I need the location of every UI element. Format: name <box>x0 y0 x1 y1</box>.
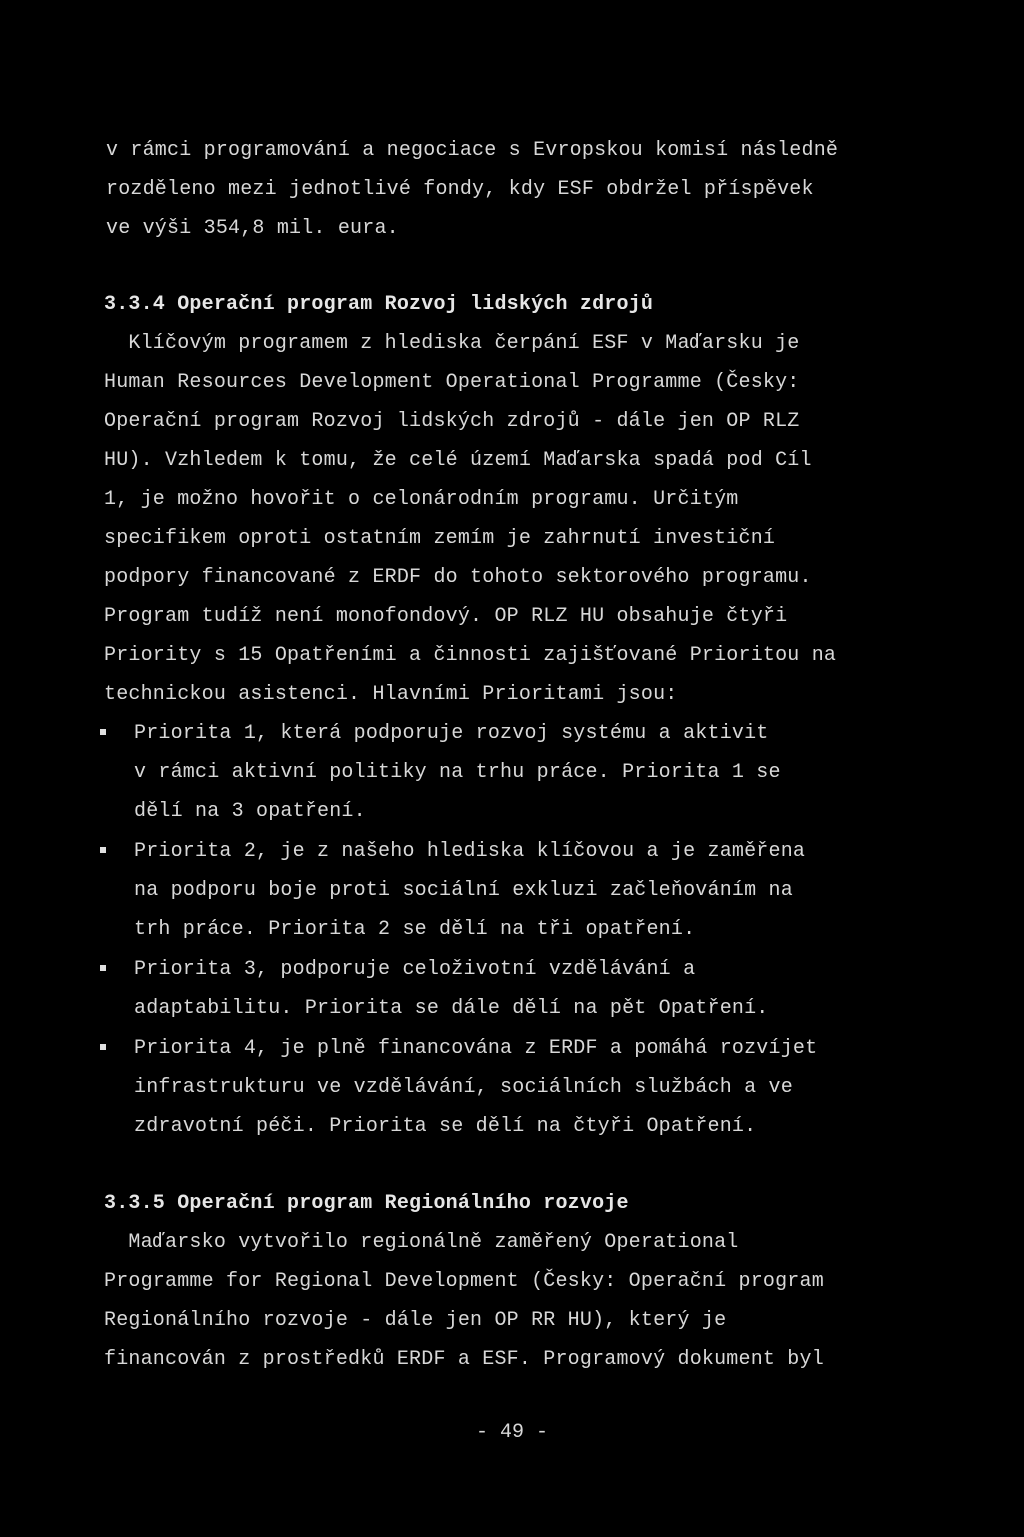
text-line: podpory financované z ERDF do tohoto sektorového programu. <box>104 566 812 589</box>
bullet-square-icon <box>100 965 106 971</box>
text-line: specifikem oproti ostatním zemím je zahrnutí investiční <box>104 527 776 550</box>
text-line: HU). Vzhledem k tomu, že celé území Maďarska spadá pod Cíl <box>104 449 812 472</box>
text-line: na podporu boje proti sociální exkluzi začleňováním na <box>134 879 793 902</box>
text-line: rozděleno mezi jednotlivé fondy, kdy ESF obdržel příspěvek <box>106 178 814 201</box>
text-line: ve výši 354,8 mil. eura. <box>106 217 399 240</box>
text-line: financován z prostředků ERDF a ESF. Programový dokument byl <box>104 1348 824 1371</box>
text-line: trh práce. Priorita 2 se dělí na tři opatření. <box>134 918 696 941</box>
bullet-text <box>134 832 805 949</box>
text-line: Regionálního rozvoje - dále jen OP RR HU), který je <box>104 1309 727 1332</box>
text-line: Priorita 4, je plně financována z ERDF a pomáhá rozvíjet <box>134 1037 818 1060</box>
section-334 <box>104 285 836 714</box>
text-line: Priorita 1, která podporuje rozvoj systému a aktivit <box>134 722 769 745</box>
bullet-square-icon <box>100 729 106 735</box>
bullet-text <box>134 1029 817 1146</box>
text-line: v rámci aktivní politiky na trhu práce. Priorita 1 se <box>134 761 781 784</box>
bullet-square-icon <box>100 1044 106 1050</box>
bullet-text <box>134 950 769 1028</box>
text-line: adaptabilitu. Priorita se dále dělí na pět Opatření. <box>134 997 769 1020</box>
text-line: v rámci programování a negociace s Evropskou komisí následně <box>106 139 839 162</box>
section-heading: 3.3.4 Operační program Rozvoj lidských zdrojů <box>104 293 654 316</box>
text-line: zdravotní péči. Priorita se dělí na čtyři Opatření. <box>134 1115 757 1138</box>
text-line: Klíčovým programem z hlediska čerpání ESF v Maďarsku je <box>104 332 800 355</box>
text-line: infrastrukturu ve vzdělávání, sociálních službách a ve <box>134 1076 793 1099</box>
text-line: Program tudíž není monofondový. OP RLZ HU obsahuje čtyři <box>104 605 788 628</box>
text-line: dělí na 3 opatření. <box>134 800 366 823</box>
section-heading: 3.3.5 Operační program Regionálního rozvoje <box>104 1192 629 1215</box>
text-line: Human Resources Development Operational Programme (Česky: <box>104 371 800 394</box>
text-line: Priorita 2, je z našeho hlediska klíčovou a je zaměřena <box>134 840 806 863</box>
text-line: Priority s 15 Opatřeními a činnosti zajišťované Prioritou na <box>104 644 837 667</box>
text-line: Operační program Rozvoj lidských zdrojů - dále jen OP RLZ <box>104 410 800 433</box>
bullet-square-icon <box>100 847 106 853</box>
text-line: technickou asistenci. Hlavními Prioritami jsou: <box>104 683 678 706</box>
text-line: Priorita 3, podporuje celoživotní vzdělávání a <box>134 958 696 981</box>
text-line: Maďarsko vytvořilo regionálně zaměřený Operational <box>104 1231 739 1254</box>
text-line: Programme for Regional Development (Česky: Operační program <box>104 1270 824 1293</box>
bullet-text <box>134 714 781 831</box>
page-number: - 49 - <box>475 1421 548 1444</box>
section-335 <box>104 1184 824 1379</box>
text-line: 1, je možno hovořit o celonárodním programu. Určitým <box>104 488 739 511</box>
intro-paragraph <box>106 131 838 248</box>
